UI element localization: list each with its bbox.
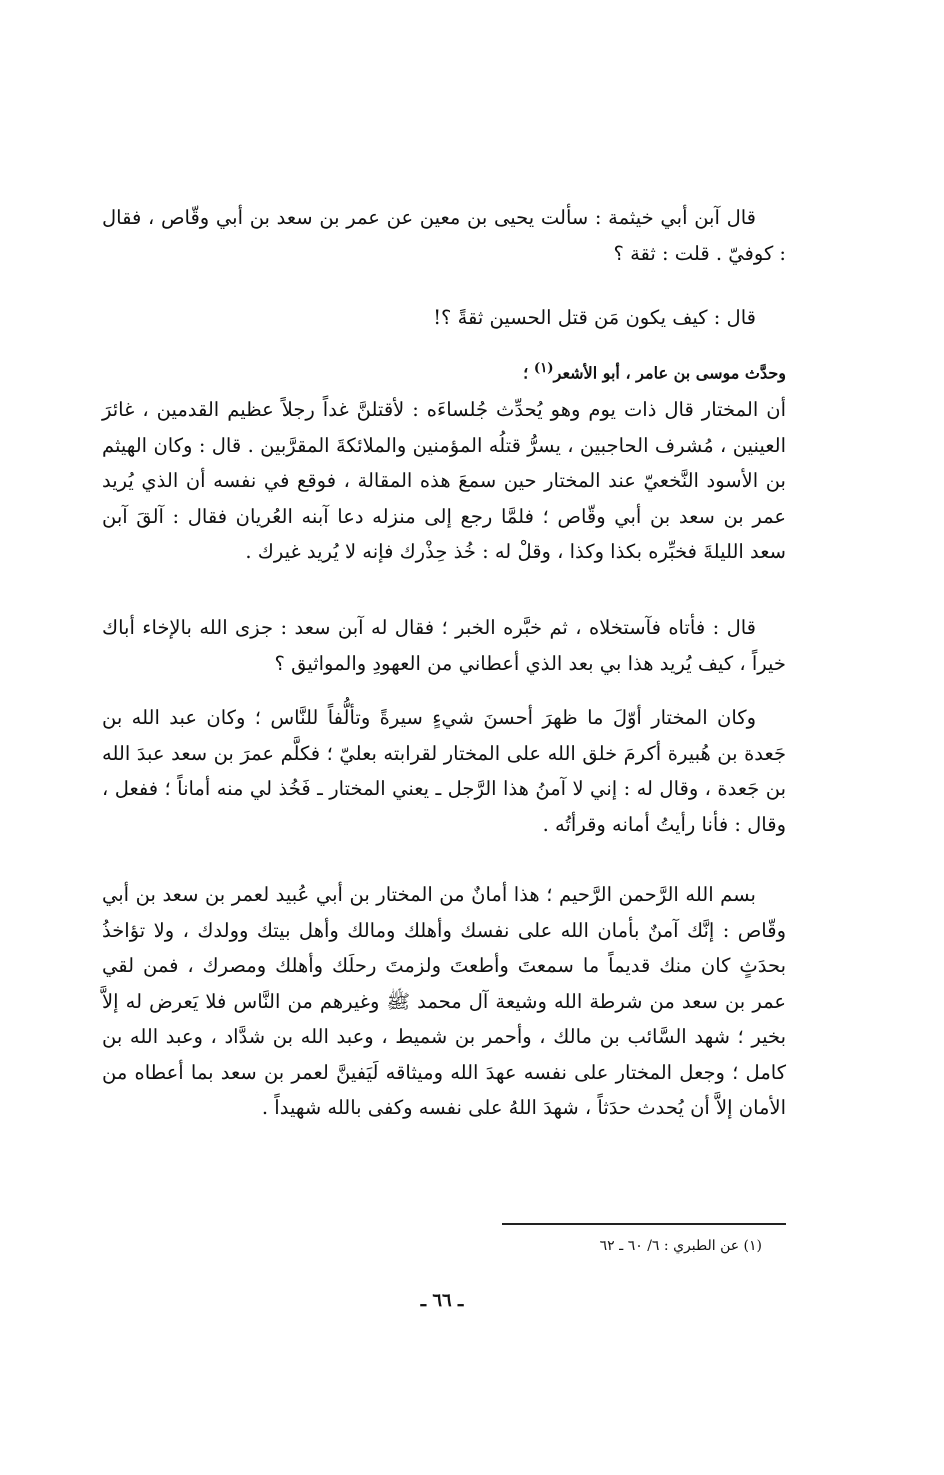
- paragraph-question-reply: قال : كيف يكون مَن قتل الحسين ثقةً ؟!: [433, 306, 756, 329]
- page-number: ـ ٦٦ ـ: [420, 1290, 464, 1311]
- footnote-marker: (١): [533, 360, 554, 376]
- paragraph-amnesty-text: بسم الله الرَّحمن الرَّحيم ؛ هذا أمانٌ من المختار بن أبي عُبيد لعمر بن سعد بن أبي وقّاص : إنَّك آمنٌ بأمان الله على نفسك وأهلك ومالك وأهل بيتك وولدك ، ولا تؤاخذُ بحدَثٍ كان منك قديماً ما سمعتَ وأطعتَ ولزمتَ رحلَك وأهلك ومصرك ، فمن لقي عمر بن سعد من شرطة الله وشيعة آل محمد ﷺ وغيرهم من النَّاس فلا يَعرض له إلاَّ بخير ؛ شهد السَّائب بن مالك ، وأحمر بن شميط ، وعبد الله بن شدَّاد ، وعبد الله بن كامل ؛ وجعل المختار على نفسه عهدَ الله وميثاقه لَيَفينَّ لعمر بن سعد بما أعطاه من الأمان إلاَّ أن يُحدث حدَثاً ، شهدَ اللهُ على نفسه وكفى بالله شهيداً .: [102, 883, 786, 1119]
- paragraph-amnesty-request: وكان المختار أوّلَ ما ظهرَ أحسنَ شيءٍ سيرةً وتألُّفاً للنَّاس ؛ وكان عبد الله بن جَعدة بن هُبيرة أكرمَ خلق الله على المختار لقرابته بعليّ ؛ فكلَّم عمرَ بن سعد عبدَ الله بن جَعدة ، وقال له : إني لا آمنُ هذا الرَّجل ـ يعني المختار ـ فَخُذ لي منه أماناً ؛ ففعل ، وقال : فأنا رأيتُ أمانه وقرأتُه .: [102, 706, 786, 836]
- footnote: (١) عن الطبري : ٦/ ٦٠ ـ ٦٢: [599, 1238, 762, 1254]
- paragraph-mukhtar-speech: أن المختار قال ذات يوم وهو يُحدِّث جُلساءَه : لأقتلنَّ غداً رجلاً عظيم القدمين ، غائرَ العينين ، مُشرف الحاجبين ، يسرُّ قتلُه المؤمنين والملائكةَ المقرَّبين . قال : وكان الهيثم بن الأسود النَّخعيّ عند المختار حين سمعَ هذه المقالة ، فوقع في نفسه أن الذي يُريد عمر بن سعد بن أبي وقّاص ؛ فلمَّا رجع إلى منزله دعا آبنه العُريان فقال : آلقَ آبن سعد الليلةَ فخبِّره بكذا وكذا ، وقلْ له : خُذ حِذْرك فإنه لا يُريد غيرك .: [102, 398, 787, 563]
- section-heading-tail: ؛: [523, 363, 534, 383]
- footnote-divider: [502, 1223, 786, 1225]
- section-heading-text: وحدَّث موسى بن عامر ، أبو الأشعر: [553, 363, 786, 383]
- paragraph-ibn-abi-khaythama: قال آبن أبي خيثمة : سألت يحيى بن معين عن عمر بن سعد بن أبي وقّاص ، فقال : كوفيّ . قلت : ثقة ؟: [102, 206, 786, 265]
- section-heading: [102, 360, 786, 382]
- paragraph-ibn-saad-reply: قال : فأتاه فآستخلاه ، ثم خبَّره الخبر ؛ فقال له آبن سعد : جزى الله بالإخاء أباك خيراً ، كيف يُريد هذا بي بعد الذي أعطاني من العهودِ والمواثيق ؟: [102, 616, 786, 675]
